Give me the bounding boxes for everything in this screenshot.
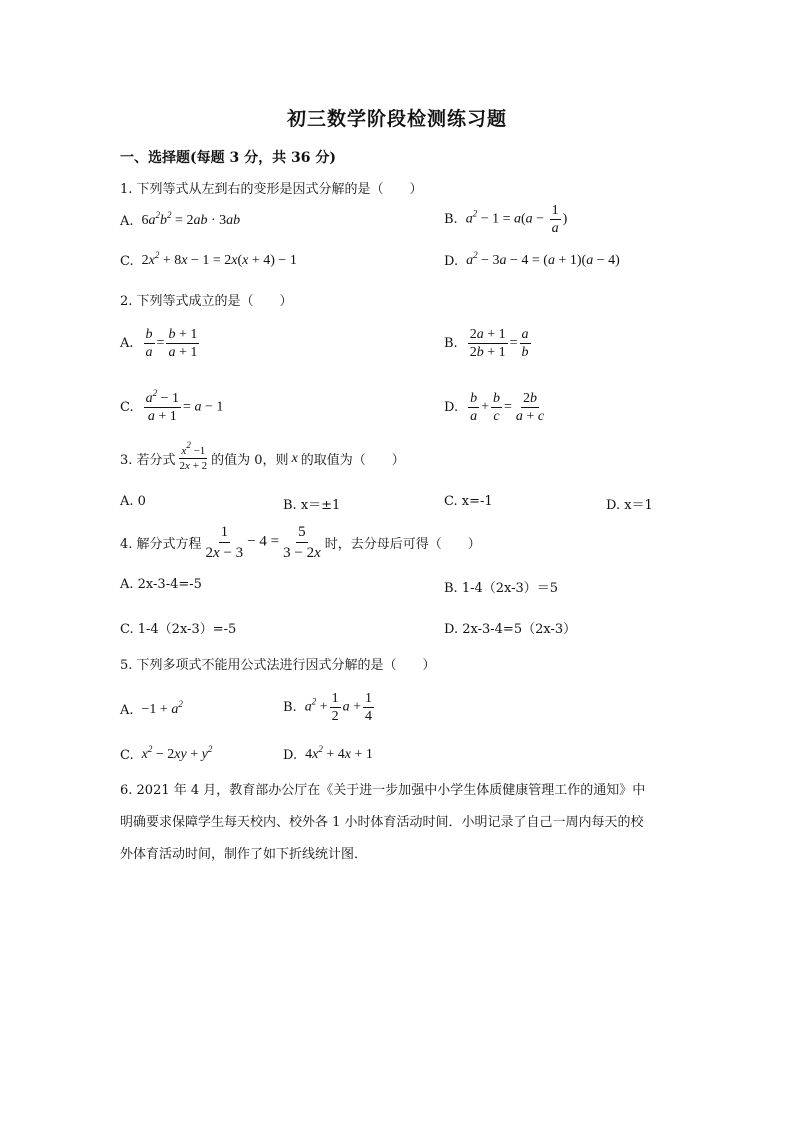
question-4-stem [120, 522, 481, 563]
question-5-option-a [120, 699, 183, 718]
option-math: $\frac{2a + 1}{2b + 1}$ = $\frac{a}{b}$ [469, 327, 529, 360]
option-math: $6a^2b^2 = 2ab \cdot 3ab$ [141, 210, 241, 228]
question-5-option-d [283, 744, 373, 763]
question-5-option-c [120, 744, 213, 763]
option-math: $a^2$ + $\frac{1}{2}$ a + $\frac{1}{4}$ [304, 691, 372, 724]
section-heading: 一、选择题(每题 3 分，共 36 分) [120, 150, 336, 166]
option-label: A. [120, 213, 134, 229]
stem-text: 时，去分母后可得（ ） [324, 537, 481, 552]
question-5-option-b [283, 690, 376, 725]
question-3-stem [120, 440, 405, 473]
option-label: A. [120, 336, 134, 351]
option-math: $4x^2 + 4x + 1$ [305, 744, 373, 762]
question-3-option-d: D. x＝1 [606, 498, 653, 513]
question-4-option-c: C. 1-4（2x-3）=-5 [120, 622, 237, 637]
question-3-option-a: A. 0 [120, 494, 146, 509]
question-2-option-b [444, 326, 533, 361]
stem-equation: $\frac{1}{2x - 3}$ − 4 = $\frac{5}{3 - 2x}$ [205, 524, 321, 561]
question-1-stem: 1. 下列等式从左到右的变形是因式分解的是（ ） [120, 182, 423, 197]
question-2-option-c [120, 390, 223, 425]
stem-text: 3. 若分式 [120, 453, 176, 468]
option-math: $\frac{b}{a}$ = $\frac{b + 1}{a + 1}$ [145, 327, 198, 360]
question-3-option-c: C. x=-1 [444, 494, 493, 509]
question-1-option-b [444, 202, 567, 237]
option-label: D. [444, 400, 459, 415]
stem-variable: x [291, 450, 298, 466]
option-math: $x^2 - 2xy + y^2$ [141, 744, 213, 762]
question-2-stem: 2. 下列等式成立的是（ ） [120, 294, 293, 309]
question-2-option-a [120, 326, 201, 361]
option-label: C. [120, 253, 134, 269]
option-math: $\frac{b}{a}$ + $\frac{b}{c}$ = $\frac{2b}{a + c}$ [470, 391, 545, 424]
option-math: $a^2 - 1 = a(a$ − $\frac{1}{a}$ ) [465, 203, 568, 236]
question-6-line-1: 6. 2021 年 4 月，教育部办公厅在《关于进一步加强中小学生体质健康管理工作的通知》中 [120, 783, 646, 798]
option-label: A. [120, 702, 134, 718]
option-label: D. [283, 747, 298, 763]
question-1-option-a [120, 210, 241, 229]
option-math: $-1 + a^2$ [141, 699, 183, 717]
option-label: B. [444, 212, 458, 227]
stem-text: 4. 解分式方程 [120, 537, 202, 552]
question-3-option-b: B. x＝±1 [283, 498, 341, 513]
question-4-option-b: B. 1-4（2x-3）＝5 [444, 581, 559, 596]
option-math: $2x^2 + 8x - 1 = 2x(x + 4) - 1$ [141, 250, 297, 268]
option-label: C. [120, 747, 134, 763]
question-1-option-d [444, 250, 620, 269]
option-math: $a^2 - 3a - 4 = (a + 1)(a - 4)$ [466, 250, 620, 268]
question-6-line-2: 明确要求保障学生每天校内、校外各 1 小时体育活动时间．小明记录了自己一周内每天的校 [120, 815, 644, 830]
page-title: 初三数学阶段检测练习题 [286, 108, 507, 130]
option-label: B. [444, 336, 458, 351]
question-2-option-d [444, 390, 548, 425]
option-math: $\frac{a^2 - 1}{a + 1}$ = a − 1 [145, 388, 224, 424]
stem-fraction: $\frac{x^2 -1}{2x + 2}$ [179, 440, 208, 472]
option-label: D. [444, 253, 459, 269]
question-4-option-d: D. 2x-3-4=5（2x-3） [444, 622, 577, 637]
option-label: C. [120, 400, 134, 415]
option-label: B. [283, 700, 297, 715]
question-1-option-c [120, 250, 297, 269]
question-5-stem: 5. 下列多项式不能用公式法进行因式分解的是（ ） [120, 658, 436, 673]
question-6-line-3: 外体育活动时间，制作了如下折线统计图． [120, 847, 368, 862]
stem-text: 的取值为（ ） [300, 453, 405, 468]
question-4-option-a: A. 2x-3-4=-5 [120, 577, 202, 592]
stem-text: 的值为 0，则 [211, 453, 289, 468]
